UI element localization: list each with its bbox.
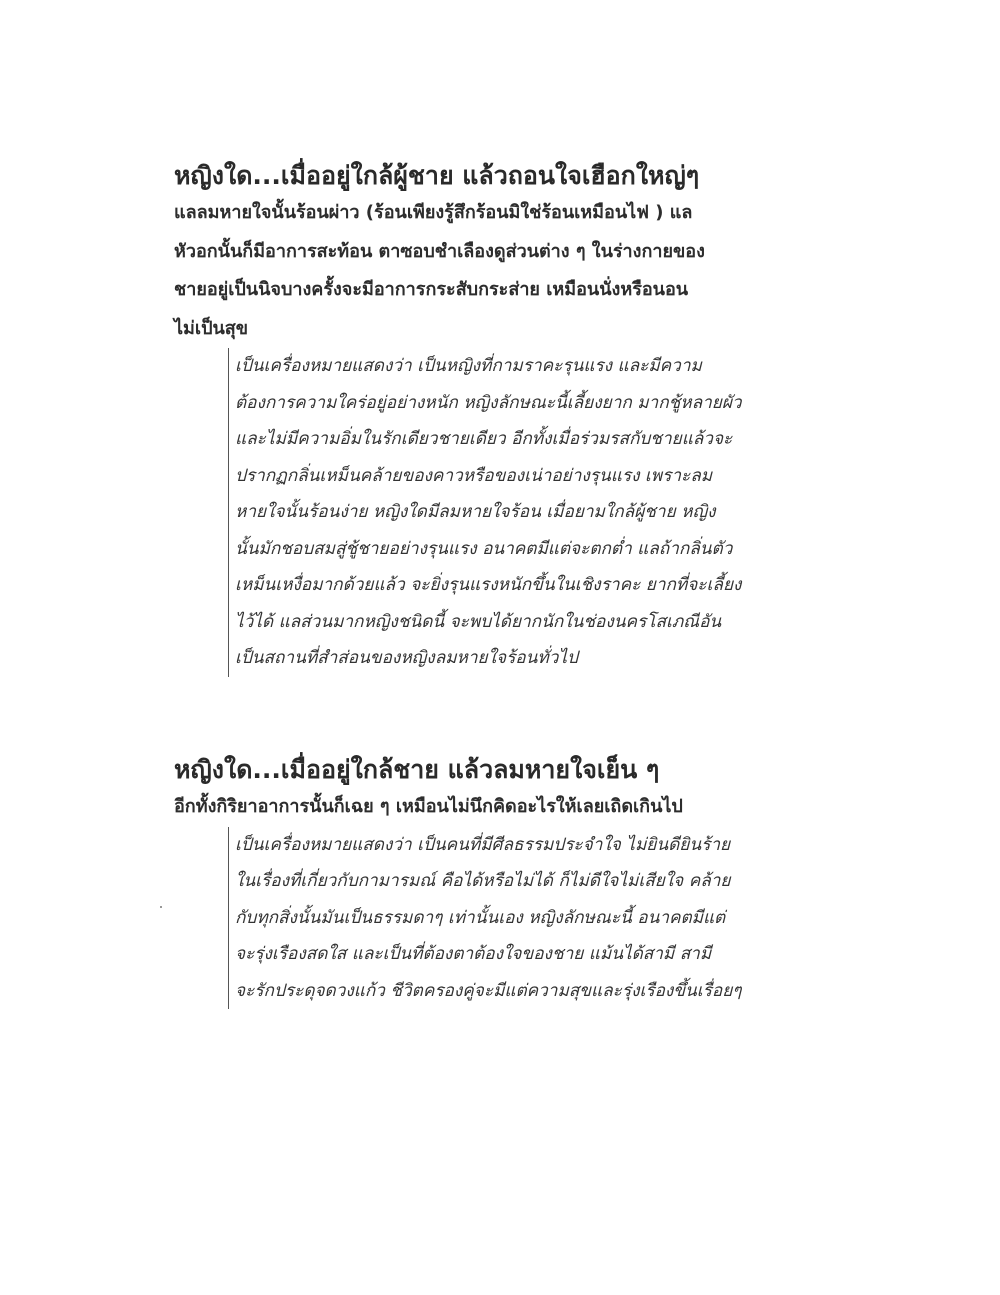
body-line: อีกทั้งกิริยาอาการนั้นก็เฉย ๆ เหมือนไม่นึกคิดอะไรให้เลยเถิดเกินไป [174, 796, 683, 817]
interpretation-quote [228, 827, 824, 1010]
quote-line: ปรากฏกลิ่นเหม็นคล้ายของคาวหรือของเน่าอย่างรุนแรง เพราะลม [235, 465, 713, 486]
section-body [174, 788, 824, 827]
quote-line: เหม็นเหงื่อมากด้วยแล้ว จะยิ่งรุนแรงหนักขึ้นในเชิงราคะ ยากที่จะเลี้ยง [235, 575, 742, 595]
quote-line: และไม่มีความอิ่มในรักเดียวชายเดียว อีกทั้งเมื่อร่วมรสกับชายแล้วจะ [235, 429, 733, 449]
quote-line: ต้องการความใคร่อยู่อย่างหนัก หญิงลักษณะนี้เลี้ยงยาก มากชู้หลายผัว [235, 392, 742, 413]
quote-line: เป็นเครื่องหมายแสดงว่า เป็นหญิงที่กามราคะรุนแรง และมีความ [235, 356, 702, 376]
body-line: หัวอกนั้นก็มีอาการสะท้อน ตาซอบชำเลืองดูส่วนต่าง ๆ ในร่างกายของ [174, 240, 705, 262]
quote-line: ไว้ได้ แลส่วนมากหญิงชนิดนี้ จะพบได้ยากนักในช่องนครโสเภณีอัน [235, 611, 722, 632]
quote-line: กับทุกสิ่งนั้นมันเป็นธรรมดาๆ เท่านั้นเอง หญิงลักษณะนี้ อนาคตมีแต่ [235, 907, 726, 928]
quote-line: นั้นมักชอบสมสู่ชู้ชายอย่างรุนแรง อนาคตมีแต่จะตกต่ำ แลถ้ากลิ่นตัว [235, 538, 733, 559]
quote-line: เป็นสถานที่สำส่อนของหญิงลมหายใจร้อนทั่วไป [235, 648, 578, 668]
body-line: แลลมหายใจนั้นร้อนผ่าว (ร้อนเพียงรู้สึกร้อนมิใช่ร้อนเหมือนไฟ ) แล [174, 202, 693, 223]
section-heading: หญิงใด...เมื่ออยู่ใกล้ผู้ชาย แล้วถอนใจเฮือกใหญ่ๆ [174, 161, 700, 190]
section-hot-breath [174, 158, 824, 677]
body-line: ชายอยู่เป็นนิจบางครั้งจะมีอาการกระสับกระส่าย เหมือนนั่งหรือนอน [174, 279, 689, 300]
quote-line: หายใจนั้นร้อนง่าย หญิงใดมีลมหายใจร้อน เมื่อยามใกล้ผู้ชาย หญิง [235, 502, 716, 522]
scan-speck [160, 906, 162, 908]
section-cool-breath [174, 752, 824, 1009]
quote-line: จะรักประดุจดวงแก้ว ชีวิตครองคู่จะมีแต่ความสุขและรุ่งเรืองขึ้นเรื่อยๆ [235, 980, 742, 1001]
quote-line: จะรุ่งเรืองสดใส และเป็นที่ต้องตาต้องใจของชาย แม้นได้สามี สามี [235, 944, 712, 964]
section-body [174, 194, 824, 348]
body-line: ไม่เป็นสุข [174, 317, 249, 339]
interpretation-quote [228, 348, 824, 677]
section-heading: หญิงใด...เมื่ออยู่ใกล้ชาย แล้วลมหายใจเย็น ๆ [174, 755, 660, 784]
quote-line: ในเรื่องที่เกี่ยวกับกามารมณ์ คือได้หรือไม่ได้ ก็ไม่ดีใจไม่เสียใจ คล้าย [235, 871, 731, 891]
quote-line: เป็นเครื่องหมายแสดงว่า เป็นคนที่มีศีลธรรมประจำใจ ไม่ยินดียินร้าย [235, 834, 731, 855]
